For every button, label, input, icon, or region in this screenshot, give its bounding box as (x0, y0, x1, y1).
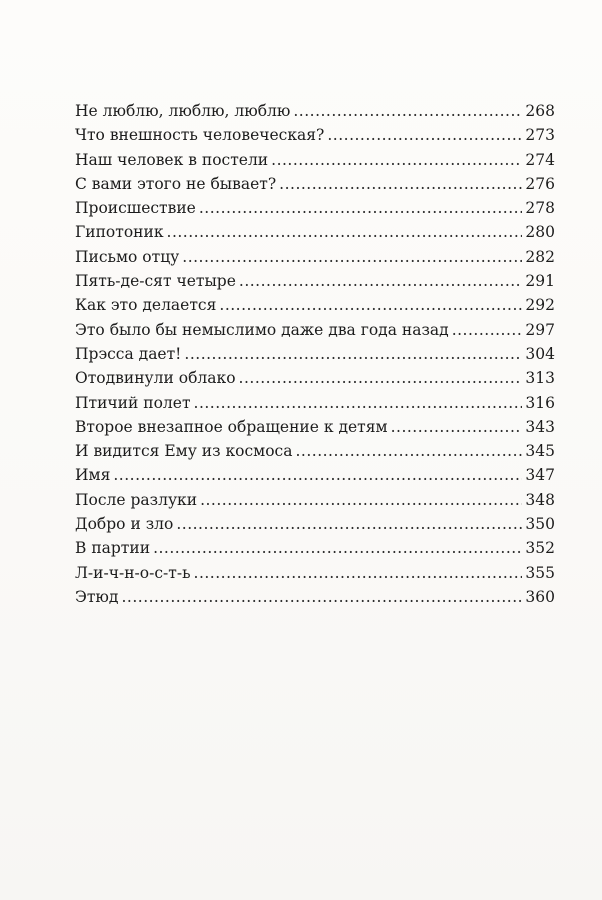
table-of-contents (75, 99, 555, 609)
toc-entry-title: В партии (75, 539, 151, 558)
toc-entry-page-number: 276 (525, 174, 555, 193)
toc-entry-title: Пять-де-сят четыре (75, 272, 236, 291)
toc-dot-leader (113, 463, 522, 487)
toc-entry-title: Письмо отцу (75, 247, 180, 266)
toc-entry (75, 391, 555, 415)
toc-entry-title: Как это делается (75, 296, 217, 315)
toc-entry-page-number: 282 (525, 247, 555, 266)
toc-entry-title: Этюд (75, 587, 119, 606)
toc-dot-leader (279, 172, 522, 196)
toc-entry (75, 269, 555, 293)
toc-dot-leader (182, 245, 522, 269)
toc-dot-leader (391, 415, 523, 439)
toc-entry-page-number: 274 (525, 150, 555, 169)
toc-entry (75, 488, 555, 512)
toc-entry-title: Прэсса дает! (75, 344, 182, 363)
toc-entry-page-number: 273 (525, 126, 555, 145)
toc-entry-title: Птичий полет (75, 393, 191, 412)
toc-entry (75, 123, 555, 147)
toc-entry (75, 463, 555, 487)
toc-entry (75, 415, 555, 439)
toc-entry-page-number: 297 (525, 320, 555, 339)
toc-dot-leader (293, 99, 522, 123)
toc-entry (75, 366, 555, 390)
toc-entry (75, 585, 555, 609)
toc-entry (75, 318, 555, 342)
toc-entry-title: Второе внезапное обращение к детям (75, 417, 388, 436)
toc-entry-title: И видится Ему из космоса (75, 442, 293, 461)
toc-entry-page-number: 292 (525, 296, 555, 315)
toc-entry-title: Наш человек в постели (75, 150, 269, 169)
toc-entry (75, 99, 555, 123)
toc-dot-leader (184, 342, 522, 366)
toc-entry-title: С вами этого не бывает? (75, 174, 277, 193)
toc-entry-title: Происшествие (75, 199, 196, 218)
toc-entry (75, 512, 555, 536)
toc-entry-page-number: 313 (525, 369, 555, 388)
toc-entry-title: Л-и-ч-н-о-с-т-ь (75, 563, 191, 582)
toc-entry-title: После разлуки (75, 490, 198, 509)
toc-entry (75, 172, 555, 196)
toc-entry-page-number: 350 (525, 515, 555, 534)
toc-dot-leader (176, 512, 522, 536)
toc-entry-title: Это было бы немыслимо даже два года назад (75, 320, 449, 339)
toc-dot-leader (295, 439, 522, 463)
toc-entry-title: Добро и зло (75, 515, 174, 534)
toc-entry-page-number: 304 (525, 344, 555, 363)
toc-dot-leader (199, 196, 523, 220)
toc-entry-page-number: 316 (525, 393, 555, 412)
toc-entry-page-number: 345 (525, 442, 555, 461)
toc-entry (75, 293, 555, 317)
toc-entry-page-number: 352 (525, 539, 555, 558)
toc-dot-leader (153, 536, 522, 560)
toc-entry (75, 561, 555, 585)
toc-dot-leader (219, 293, 522, 317)
toc-dot-leader (200, 488, 522, 512)
toc-dot-leader (167, 220, 523, 244)
toc-entry-title: Имя (75, 466, 111, 485)
toc-entry-page-number: 348 (525, 490, 555, 509)
toc-dot-leader (194, 391, 523, 415)
toc-entry (75, 342, 555, 366)
toc-entry-title: Гипотоник (75, 223, 164, 242)
toc-entry (75, 536, 555, 560)
toc-entry-page-number: 278 (525, 199, 555, 218)
toc-entry-page-number: 280 (525, 223, 555, 242)
toc-entry-page-number: 355 (525, 563, 555, 582)
toc-dot-leader (194, 561, 523, 585)
toc-dot-leader (327, 123, 522, 147)
toc-entry-page-number: 291 (525, 272, 555, 291)
toc-entry-page-number: 343 (525, 417, 555, 436)
toc-entry-page-number: 268 (525, 102, 555, 120)
toc-entry-page-number: 360 (525, 587, 555, 606)
toc-entry (75, 245, 555, 269)
toc-entry-page-number: 347 (525, 466, 555, 485)
toc-entry (75, 220, 555, 244)
toc-entry (75, 148, 555, 172)
toc-entry (75, 439, 555, 463)
toc-entry-title: Что внешность человеческая? (75, 126, 325, 145)
toc-dot-leader (271, 148, 522, 172)
toc-entry (75, 196, 555, 220)
toc-dot-leader (452, 318, 523, 342)
toc-dot-leader (239, 366, 523, 390)
toc-entry-title: Отодвинули облако (75, 369, 236, 388)
toc-entry-title: Не люблю, люблю, люблю (75, 102, 291, 120)
toc-dot-leader (239, 269, 523, 293)
toc-dot-leader (121, 585, 522, 609)
